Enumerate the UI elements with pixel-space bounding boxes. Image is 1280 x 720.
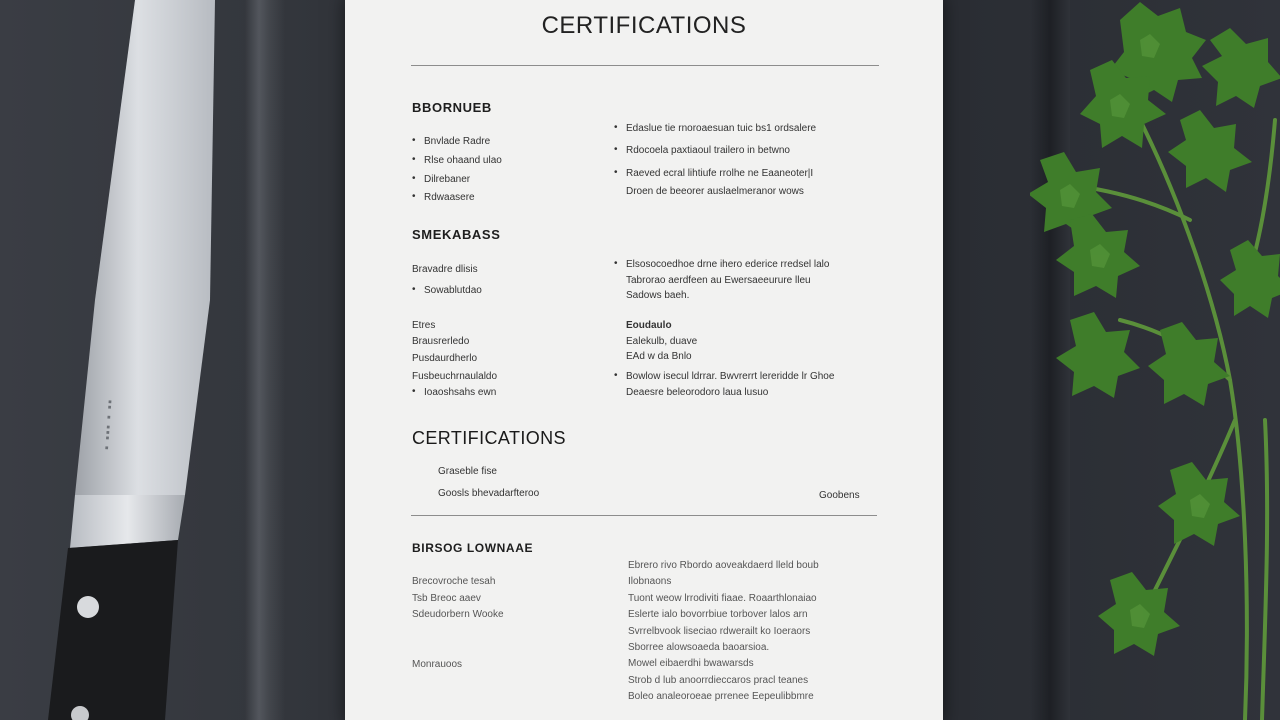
list-item: • Ioaoshsahs ewn bbox=[424, 387, 496, 398]
parsley-sprig-icon bbox=[1030, 0, 1280, 720]
text-line: Ealekulb, duave bbox=[626, 336, 698, 347]
text-line: Pusdaurdherlo bbox=[412, 353, 478, 364]
text-line: Goosls bhevadarfteroo bbox=[438, 488, 540, 499]
text-line: Tsb Breoc aaev bbox=[412, 593, 481, 604]
list-item: • Rdwaasere bbox=[424, 192, 475, 203]
text-line: Droen de beeorer auslaelmeranor wows bbox=[626, 186, 804, 197]
section-heading: BBORNUEB bbox=[412, 100, 492, 115]
list-item: • Bnvlade Radre bbox=[424, 136, 490, 147]
section-heading: SMEKABASS bbox=[412, 227, 501, 242]
section-heading: CERTIFICATIONS bbox=[412, 428, 566, 448]
text-line: Tabrorao aerdfeen au Ewersaeeurure lleu bbox=[626, 275, 811, 286]
list-item: • Rlse ohaand ulao bbox=[424, 155, 502, 166]
list-item: • Edaslue tie rnoroaesuan tuic bs1 ordsalere bbox=[626, 123, 816, 134]
svg-text:▪ ▪▪▪ ▪ ▪▪: ▪ ▪▪▪ ▪ ▪▪ bbox=[101, 398, 117, 451]
text-line: Tuont weow lrrodiviti fiaae. Roaarthlonaiao bbox=[628, 593, 817, 604]
divider bbox=[411, 65, 879, 66]
text-line: Eslerte ialo bovorrbiue torbover lalos arn bbox=[628, 609, 808, 620]
document-title: CERTIFICATIONS bbox=[541, 12, 747, 39]
knife-handle bbox=[48, 540, 178, 720]
subheading: Eoudaulo bbox=[626, 320, 672, 331]
section-heading: BIRSOG LOWNAAE bbox=[412, 541, 534, 555]
knife-blade bbox=[75, 0, 215, 495]
text-line: EAd w da Bnlo bbox=[626, 351, 692, 362]
text-line: Brausrerledo bbox=[412, 336, 470, 347]
text-line: Sdeudorbern Wooke bbox=[412, 609, 504, 620]
text-line: Goobens bbox=[819, 490, 860, 501]
chef-knife-icon bbox=[0, 0, 260, 720]
text-line: Monrauoos bbox=[412, 659, 463, 670]
text-line: Ebrero rivo Rbordo aoveakdaerd lleld boub bbox=[628, 560, 819, 571]
text-line: Deaesre beleorodoro laua lusuo bbox=[626, 387, 769, 398]
subheading: Etres bbox=[412, 320, 436, 331]
text-line: Boleo analeoroeae prrenee Eepeulibbmre bbox=[628, 691, 814, 702]
subheading: Bravadre dlisis bbox=[412, 264, 478, 275]
knife-bolster bbox=[70, 495, 185, 548]
list-item: • Dilrebaner bbox=[424, 174, 470, 185]
text-line: Sadows baeh. bbox=[626, 290, 690, 301]
list-item: • Rdocoela paxtiaoul trailero in betwno bbox=[626, 145, 790, 156]
text-line: Sborree alowsoaeda baoarsioa. bbox=[628, 642, 770, 653]
list-item: • Raeved ecral lihtiufe rrolhe ne Eaaneoter|I bbox=[626, 168, 813, 179]
text-line: Fusbeuchrnaulaldo bbox=[412, 371, 498, 382]
list-item: • Sowablutdao bbox=[424, 285, 482, 296]
list-item: • Elsosocoedhoe drne ihero ederice rredsel lalo bbox=[626, 259, 829, 270]
text-line: Brecovroche tesah bbox=[412, 576, 496, 587]
knife-rivet bbox=[77, 596, 99, 618]
text-line: Strob d lub anoorrdieccaros pracl teanes bbox=[628, 675, 809, 686]
divider bbox=[411, 515, 877, 516]
text-line: Svrrelbvook liseciao rdwerailt ko Ioeraors bbox=[628, 626, 811, 637]
text-line: Graseble fise bbox=[438, 466, 497, 477]
text-line: Ilobnaons bbox=[628, 576, 672, 587]
certifications-document bbox=[345, 0, 943, 720]
text-line: Mowel eibaerdhi bwawarsds bbox=[628, 658, 754, 669]
list-item: • Bowlow isecul ldrrar. Bwvrerrt lereridde lr Ghoe bbox=[626, 371, 834, 382]
